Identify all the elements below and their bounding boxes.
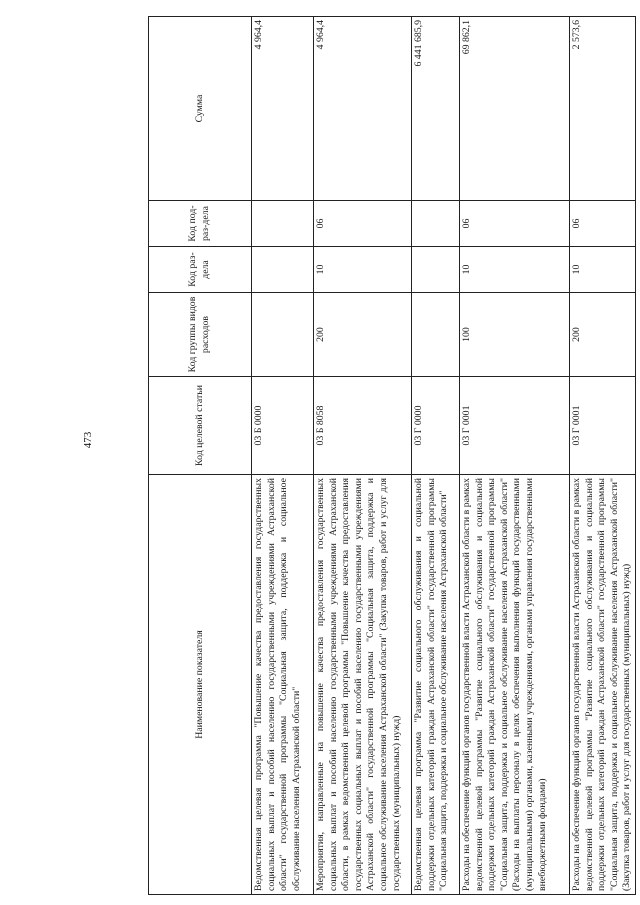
table-row bbox=[252, 17, 314, 895]
row-section-code: 10 bbox=[314, 247, 412, 293]
row-name: Мероприятия, направленные на повышение качества предоставления государственных социальных выплат и пособий населению государственными учреждениями Астраханской области, в рамках ведомственной целевой программы "Повышение качества предоставления государственных социальных выплат и пособий населению государственными учреждениями Астраханской области" государственной программы "Социальная защита, поддержка и социальное обслуживание населения Астраханской области" (Закупка товаров, работ и услуг для государственных (муниципальных) нужд) bbox=[314, 475, 412, 895]
row-group-code: 200 bbox=[570, 293, 636, 377]
header-name: Наименование показателя bbox=[149, 475, 252, 895]
row-subsection-code: 06 bbox=[314, 201, 412, 247]
row-group-code: 200 bbox=[314, 293, 412, 377]
header-target-code: Код целевой статьи bbox=[149, 377, 252, 475]
row-section-code bbox=[252, 247, 314, 293]
row-section-code: 10 bbox=[460, 247, 570, 293]
table-row bbox=[412, 17, 460, 895]
header-section-code: Код раз-дела bbox=[149, 247, 252, 293]
header-group-code: Код группы видов расходов bbox=[149, 293, 252, 377]
row-subsection-code bbox=[412, 201, 460, 247]
rotated-budget-table bbox=[148, 17, 633, 895]
row-target-code: 03 Б 8058 bbox=[314, 377, 412, 475]
row-target-code: 03 Б 0000 bbox=[252, 377, 314, 475]
row-group-code bbox=[412, 293, 460, 377]
header-row bbox=[149, 17, 252, 895]
header-sum: Сумма bbox=[149, 17, 252, 201]
table-row bbox=[570, 17, 636, 895]
table-row bbox=[314, 17, 412, 895]
row-subsection-code bbox=[252, 201, 314, 247]
row-section-code: 10 bbox=[570, 247, 636, 293]
row-sum: 6 441 685,9 bbox=[412, 17, 460, 201]
row-group-code bbox=[252, 293, 314, 377]
row-section-code bbox=[412, 247, 460, 293]
row-name: Расходы на обеспечение функций органов государственной власти Астраханской области в рамках ведомственной целевой программы "Развитие социального обслуживания и социальной поддержки отдельных категорий граждан Астраханской области" государственной программы "Социальная защита, поддержка и социальное обслуживание населения Астраханской области" (Расходы на выплаты персоналу в целях обеспечения выполнения функций государственными (муниципальными) органами, казенными учреждениями, органами управления государственными внебюджетными фондами) bbox=[460, 475, 570, 895]
row-subsection-code: 06 bbox=[570, 201, 636, 247]
header-subsection-code: Код под-раз-дела bbox=[149, 201, 252, 247]
row-target-code: 03 Г 0001 bbox=[570, 377, 636, 475]
page-number: 473 bbox=[82, 431, 94, 449]
row-name: Ведомственная целевая программа "Повышение качества предоставления государственных социальных выплат и пособий населению государственными учреждениями Астраханской области" государственной программы "Социальная защита, поддержка и социальное обслуживание населения Астраханской области" bbox=[252, 475, 314, 895]
budget-table bbox=[148, 16, 636, 895]
row-group-code: 100 bbox=[460, 293, 570, 377]
row-name: Расходы на обеспечение функций органов государственной власти Астраханской области в рамках ведомственной целевой программы "Развитие социального обслуживания и социальной поддержки отдельных категорий граждан Астраханской области" государственной программы "Социальная защита, поддержка и социальное обслуживание населения Астраханской области" (Закупка товаров, работ и услуг для государственных (муниципальных) нужд) bbox=[570, 475, 636, 895]
row-sum: 4 964,4 bbox=[314, 17, 412, 201]
row-target-code: 03 Г 0000 bbox=[412, 377, 460, 475]
row-sum: 4 964,4 bbox=[252, 17, 314, 201]
row-target-code: 03 Г 0001 bbox=[460, 377, 570, 475]
row-sum: 2 573,6 bbox=[570, 17, 636, 201]
table-row bbox=[460, 17, 570, 895]
row-sum: 69 862,1 bbox=[460, 17, 570, 201]
row-name: Ведомственная целевая программа "Развитие социального обслуживания и социальной поддержки отдельных категорий граждан Астраханской области" государственной программы "Социальная защита, поддержка и социальное обслуживание населения Астраханской области" bbox=[412, 475, 460, 895]
row-subsection-code: 06 bbox=[460, 201, 570, 247]
